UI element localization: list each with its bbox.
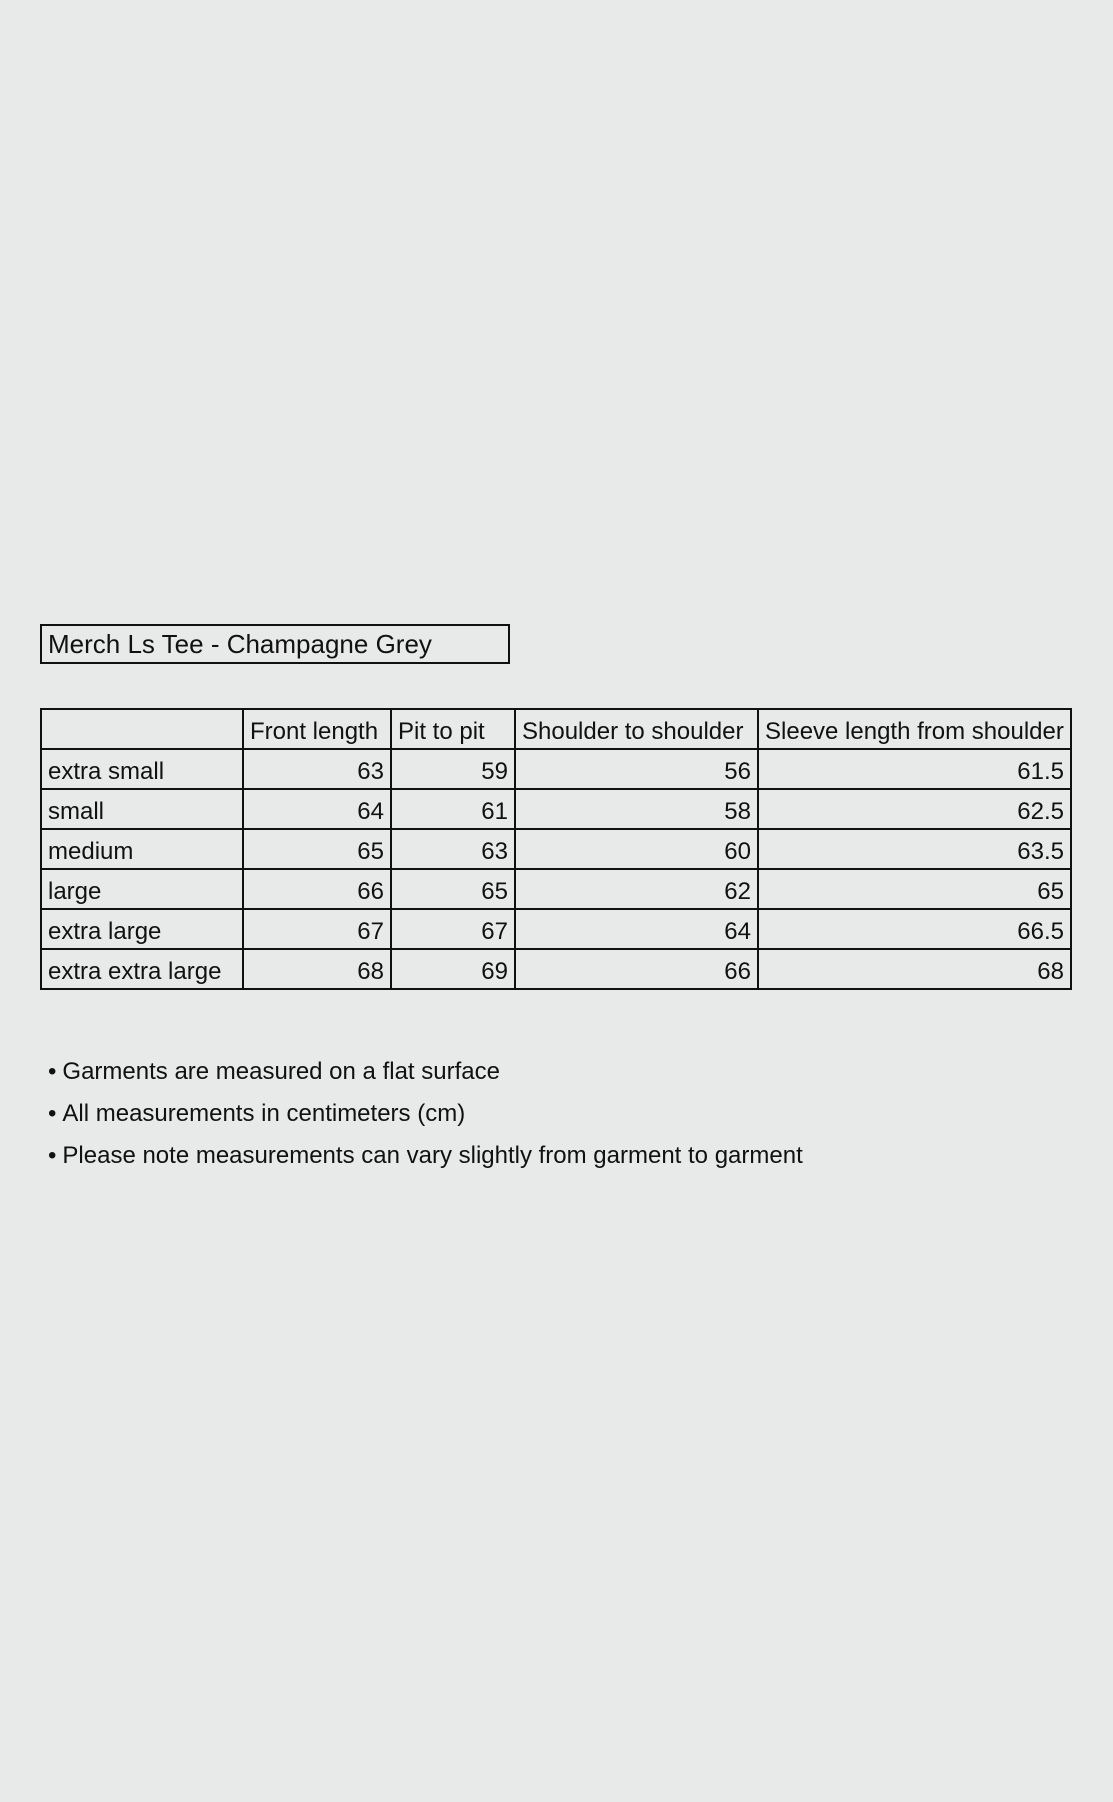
note-item [48, 1138, 803, 1180]
note-text: Please note measurements can vary slightly from garment to garment [62, 1142, 803, 1169]
bullet-icon: • [48, 1142, 57, 1169]
note-text: All measurements in centimeters (cm) [62, 1100, 466, 1127]
notes-list [48, 1054, 803, 1180]
front-length-value: 68 [243, 949, 391, 989]
bullet-icon: • [48, 1100, 57, 1127]
shoulder-value: 60 [515, 829, 758, 869]
size-chart-table [40, 708, 1072, 990]
table-row [41, 829, 1071, 869]
pit-to-pit-value: 69 [391, 949, 515, 989]
chart-title: Merch Ls Tee - Champagne Grey [40, 624, 510, 664]
header-size [41, 709, 243, 749]
size-label: medium [41, 829, 243, 869]
front-length-value: 66 [243, 869, 391, 909]
note-item [48, 1054, 803, 1096]
header-sleeve-length: Sleeve length from shoulder [758, 709, 1071, 749]
shoulder-value: 58 [515, 789, 758, 829]
table-row [41, 869, 1071, 909]
shoulder-value: 62 [515, 869, 758, 909]
note-text: Garments are measured on a flat surface [62, 1058, 500, 1085]
sleeve-value: 63.5 [758, 829, 1071, 869]
size-label: extra small [41, 749, 243, 789]
table-row [41, 749, 1071, 789]
sleeve-value: 65 [758, 869, 1071, 909]
header-pit-to-pit: Pit to pit [391, 709, 515, 749]
header-shoulder-to-shoulder: Shoulder to shoulder [515, 709, 758, 749]
table-row [41, 789, 1071, 829]
pit-to-pit-value: 65 [391, 869, 515, 909]
front-length-value: 65 [243, 829, 391, 869]
header-front-length: Front length [243, 709, 391, 749]
front-length-value: 63 [243, 749, 391, 789]
table-header-row [41, 709, 1071, 749]
sleeve-value: 61.5 [758, 749, 1071, 789]
table-row [41, 949, 1071, 989]
sleeve-value: 66.5 [758, 909, 1071, 949]
bullet-icon: • [48, 1058, 57, 1085]
shoulder-value: 66 [515, 949, 758, 989]
sleeve-value: 68 [758, 949, 1071, 989]
pit-to-pit-value: 61 [391, 789, 515, 829]
front-length-value: 67 [243, 909, 391, 949]
pit-to-pit-value: 67 [391, 909, 515, 949]
shoulder-value: 64 [515, 909, 758, 949]
sleeve-value: 62.5 [758, 789, 1071, 829]
size-label: extra extra large [41, 949, 243, 989]
size-label: extra large [41, 909, 243, 949]
note-item [48, 1096, 803, 1138]
front-length-value: 64 [243, 789, 391, 829]
pit-to-pit-value: 59 [391, 749, 515, 789]
table-row [41, 909, 1071, 949]
size-label: large [41, 869, 243, 909]
shoulder-value: 56 [515, 749, 758, 789]
size-label: small [41, 789, 243, 829]
pit-to-pit-value: 63 [391, 829, 515, 869]
